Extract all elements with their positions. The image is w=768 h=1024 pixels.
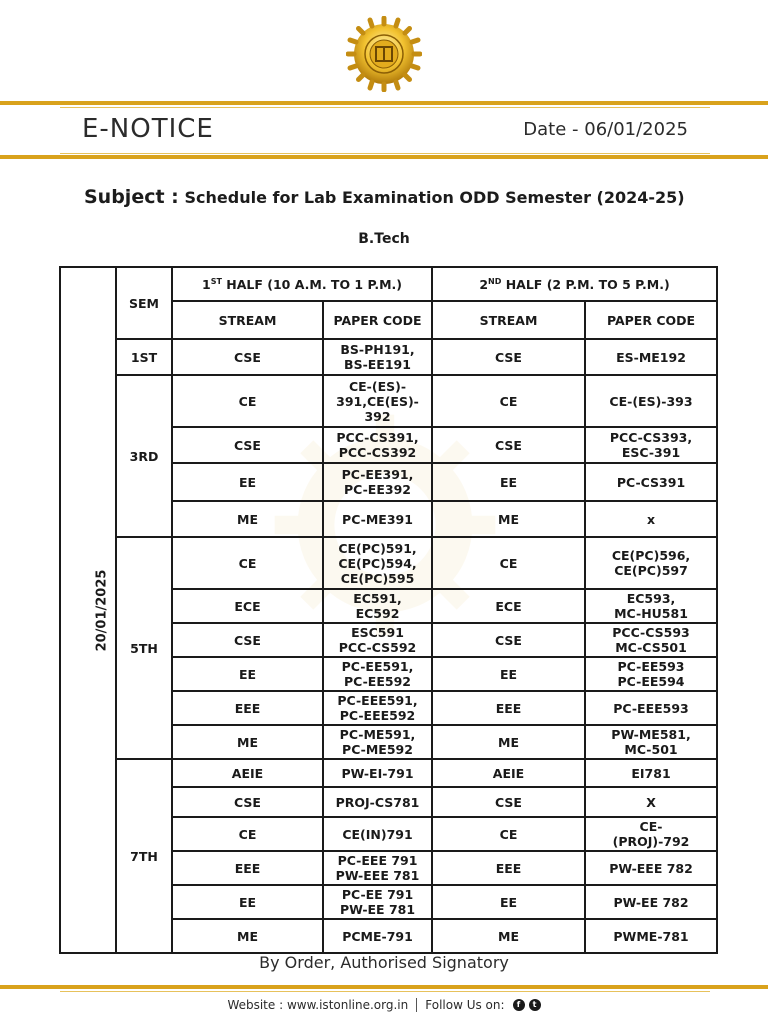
paper-code-first-half: PC-EE391, PC-EE392: [323, 463, 432, 501]
table-row: [60, 339, 717, 375]
stream-second-half: EEE: [432, 851, 585, 885]
stream-second-half: CSE: [432, 787, 585, 817]
semester-cell: 3RD: [116, 375, 172, 537]
subject-line: [84, 186, 685, 208]
stream-first-half: CSE: [172, 787, 323, 817]
table-row: [60, 537, 717, 589]
paper-code-first-half: PC-EE 791 PW-EE 781: [323, 885, 432, 919]
paper-code-first-half: PC-ME591, PC-ME592: [323, 725, 432, 759]
paper-code-second-half: EI781: [585, 759, 717, 787]
semester-cell: 7TH: [116, 759, 172, 953]
exam-date: 20/01/2025: [94, 569, 110, 652]
paper-code-first-half: EC591, EC592: [323, 589, 432, 623]
header-rule-bottom-thin: [60, 153, 710, 154]
first-half-header: [172, 267, 432, 301]
stream-first-half: CE: [172, 537, 323, 589]
stream-second-half: EE: [432, 885, 585, 919]
paper-code-second-half: PC-EEE593: [585, 691, 717, 725]
footer-divider: [416, 998, 417, 1012]
stream-first-half: CE: [172, 817, 323, 851]
paper-code-first-half: PC-EE591, PC-EE592: [323, 657, 432, 691]
paper-code-first-half: ESC591 PCC-CS592: [323, 623, 432, 657]
paper-code-first-half: PC-EEE591, PC-EEE592: [323, 691, 432, 725]
stream-header: STREAM: [432, 301, 585, 339]
paper-code-header: PAPER CODE: [585, 301, 717, 339]
stream-first-half: ME: [172, 725, 323, 759]
stream-second-half: CSE: [432, 427, 585, 463]
sem-header: SEM: [116, 267, 172, 339]
stream-first-half: CSE: [172, 427, 323, 463]
paper-code-first-half: PCME-791: [323, 919, 432, 953]
stream-first-half: ME: [172, 919, 323, 953]
paper-code-second-half: CE(PC)596, CE(PC)597: [585, 537, 717, 589]
paper-code-second-half: PCC-CS393, ESC-391: [585, 427, 717, 463]
stream-second-half: EE: [432, 463, 585, 501]
stream-second-half: CSE: [432, 339, 585, 375]
paper-code-second-half: x: [585, 501, 717, 537]
table-row: [60, 759, 717, 787]
institute-logo: [346, 16, 422, 92]
paper-code-first-half: CE(IN)791: [323, 817, 432, 851]
stream-second-half: ME: [432, 725, 585, 759]
stream-second-half: EE: [432, 657, 585, 691]
stream-second-half: CE: [432, 537, 585, 589]
paper-code-first-half: CE(PC)591, CE(PC)594, CE(PC)595: [323, 537, 432, 589]
header-rule-bottom: [0, 155, 768, 159]
paper-code-second-half: PW-ME581, MC-501: [585, 725, 717, 759]
stream-first-half: CSE: [172, 339, 323, 375]
stream-second-half: EEE: [432, 691, 585, 725]
stream-first-half: EE: [172, 885, 323, 919]
stream-first-half: EEE: [172, 691, 323, 725]
paper-code-second-half: ES-ME192: [585, 339, 717, 375]
stream-first-half: CSE: [172, 623, 323, 657]
authorised-signatory: By Order, Authorised Signatory: [259, 953, 509, 972]
paper-code-first-half: PW-EI-791: [323, 759, 432, 787]
paper-code-first-half: PCC-CS391, PCC-CS392: [323, 427, 432, 463]
first-half-header-num: 1: [202, 276, 211, 292]
second-half-header-sup: ND: [488, 276, 502, 286]
stream-first-half: EEE: [172, 851, 323, 885]
program-name: B.Tech: [358, 231, 410, 247]
subject-key: Subject :: [84, 186, 179, 208]
table-row: [60, 375, 717, 427]
header-rule-top-thin: [60, 107, 710, 108]
twitter-icon[interactable]: t: [529, 999, 541, 1011]
stream-header: STREAM: [172, 301, 323, 339]
stream-second-half: ME: [432, 919, 585, 953]
follow-label: Follow Us on:: [425, 998, 505, 1012]
paper-code-second-half: PWME-781: [585, 919, 717, 953]
paper-code-second-half: PC-EE593 PC-EE594: [585, 657, 717, 691]
exam-date-cell: [60, 267, 116, 953]
header-rule-top: [0, 101, 768, 105]
first-half-header-sup: ST: [210, 276, 222, 286]
first-half-header-text: HALF (10 A.M. TO 1 P.M.): [221, 276, 402, 292]
stream-second-half: ME: [432, 501, 585, 537]
paper-code-second-half: PCC-CS593 MC-CS501: [585, 623, 717, 657]
paper-code-header: PAPER CODE: [323, 301, 432, 339]
stream-first-half: ME: [172, 501, 323, 537]
stream-second-half: CSE: [432, 623, 585, 657]
paper-code-second-half: PW-EEE 782: [585, 851, 717, 885]
stream-second-half: CE: [432, 817, 585, 851]
second-half-header-text: HALF (2 P.M. TO 5 P.M.): [501, 276, 670, 292]
semester-cell: 1ST: [116, 339, 172, 375]
footer-rule: [0, 985, 768, 989]
second-half-header-num: 2: [479, 276, 489, 292]
paper-code-first-half: BS-PH191, BS-EE191: [323, 339, 432, 375]
table-header-row: [60, 267, 717, 301]
subject-value: Schedule for Lab Examination ODD Semester (2024-25): [184, 188, 685, 207]
notice-title: E-NOTICE: [82, 114, 214, 144]
stream-first-half: CE: [172, 375, 323, 427]
paper-code-second-half: PW-EE 782: [585, 885, 717, 919]
semester-cell: 5TH: [116, 537, 172, 759]
paper-code-first-half: PC-ME391: [323, 501, 432, 537]
website-link[interactable]: Website : www.istonline.org.in: [227, 998, 409, 1012]
footer-rule-thin: [60, 991, 710, 992]
paper-code-second-half: PC-CS391: [585, 463, 717, 501]
stream-second-half: AEIE: [432, 759, 585, 787]
stream-second-half: ECE: [432, 589, 585, 623]
paper-code-second-half: X: [585, 787, 717, 817]
paper-code-second-half: CE-(ES)-393: [585, 375, 717, 427]
paper-code-first-half: PROJ-CS781: [323, 787, 432, 817]
stream-first-half: EE: [172, 657, 323, 691]
facebook-icon[interactable]: f: [513, 999, 525, 1011]
stream-first-half: ECE: [172, 589, 323, 623]
footer: [0, 998, 768, 1012]
paper-code-second-half: EC593, MC-HU581: [585, 589, 717, 623]
stream-first-half: EE: [172, 463, 323, 501]
stream-second-half: CE: [432, 375, 585, 427]
paper-code-first-half: CE-(ES)- 391,CE(ES)- 392: [323, 375, 432, 427]
second-half-header: [432, 267, 717, 301]
stream-first-half: AEIE: [172, 759, 323, 787]
paper-code-second-half: CE- (PROJ)-792: [585, 817, 717, 851]
paper-code-first-half: PC-EEE 791 PW-EEE 781: [323, 851, 432, 885]
exam-schedule-table: [59, 266, 718, 954]
notice-date: Date - 06/01/2025: [523, 119, 688, 140]
